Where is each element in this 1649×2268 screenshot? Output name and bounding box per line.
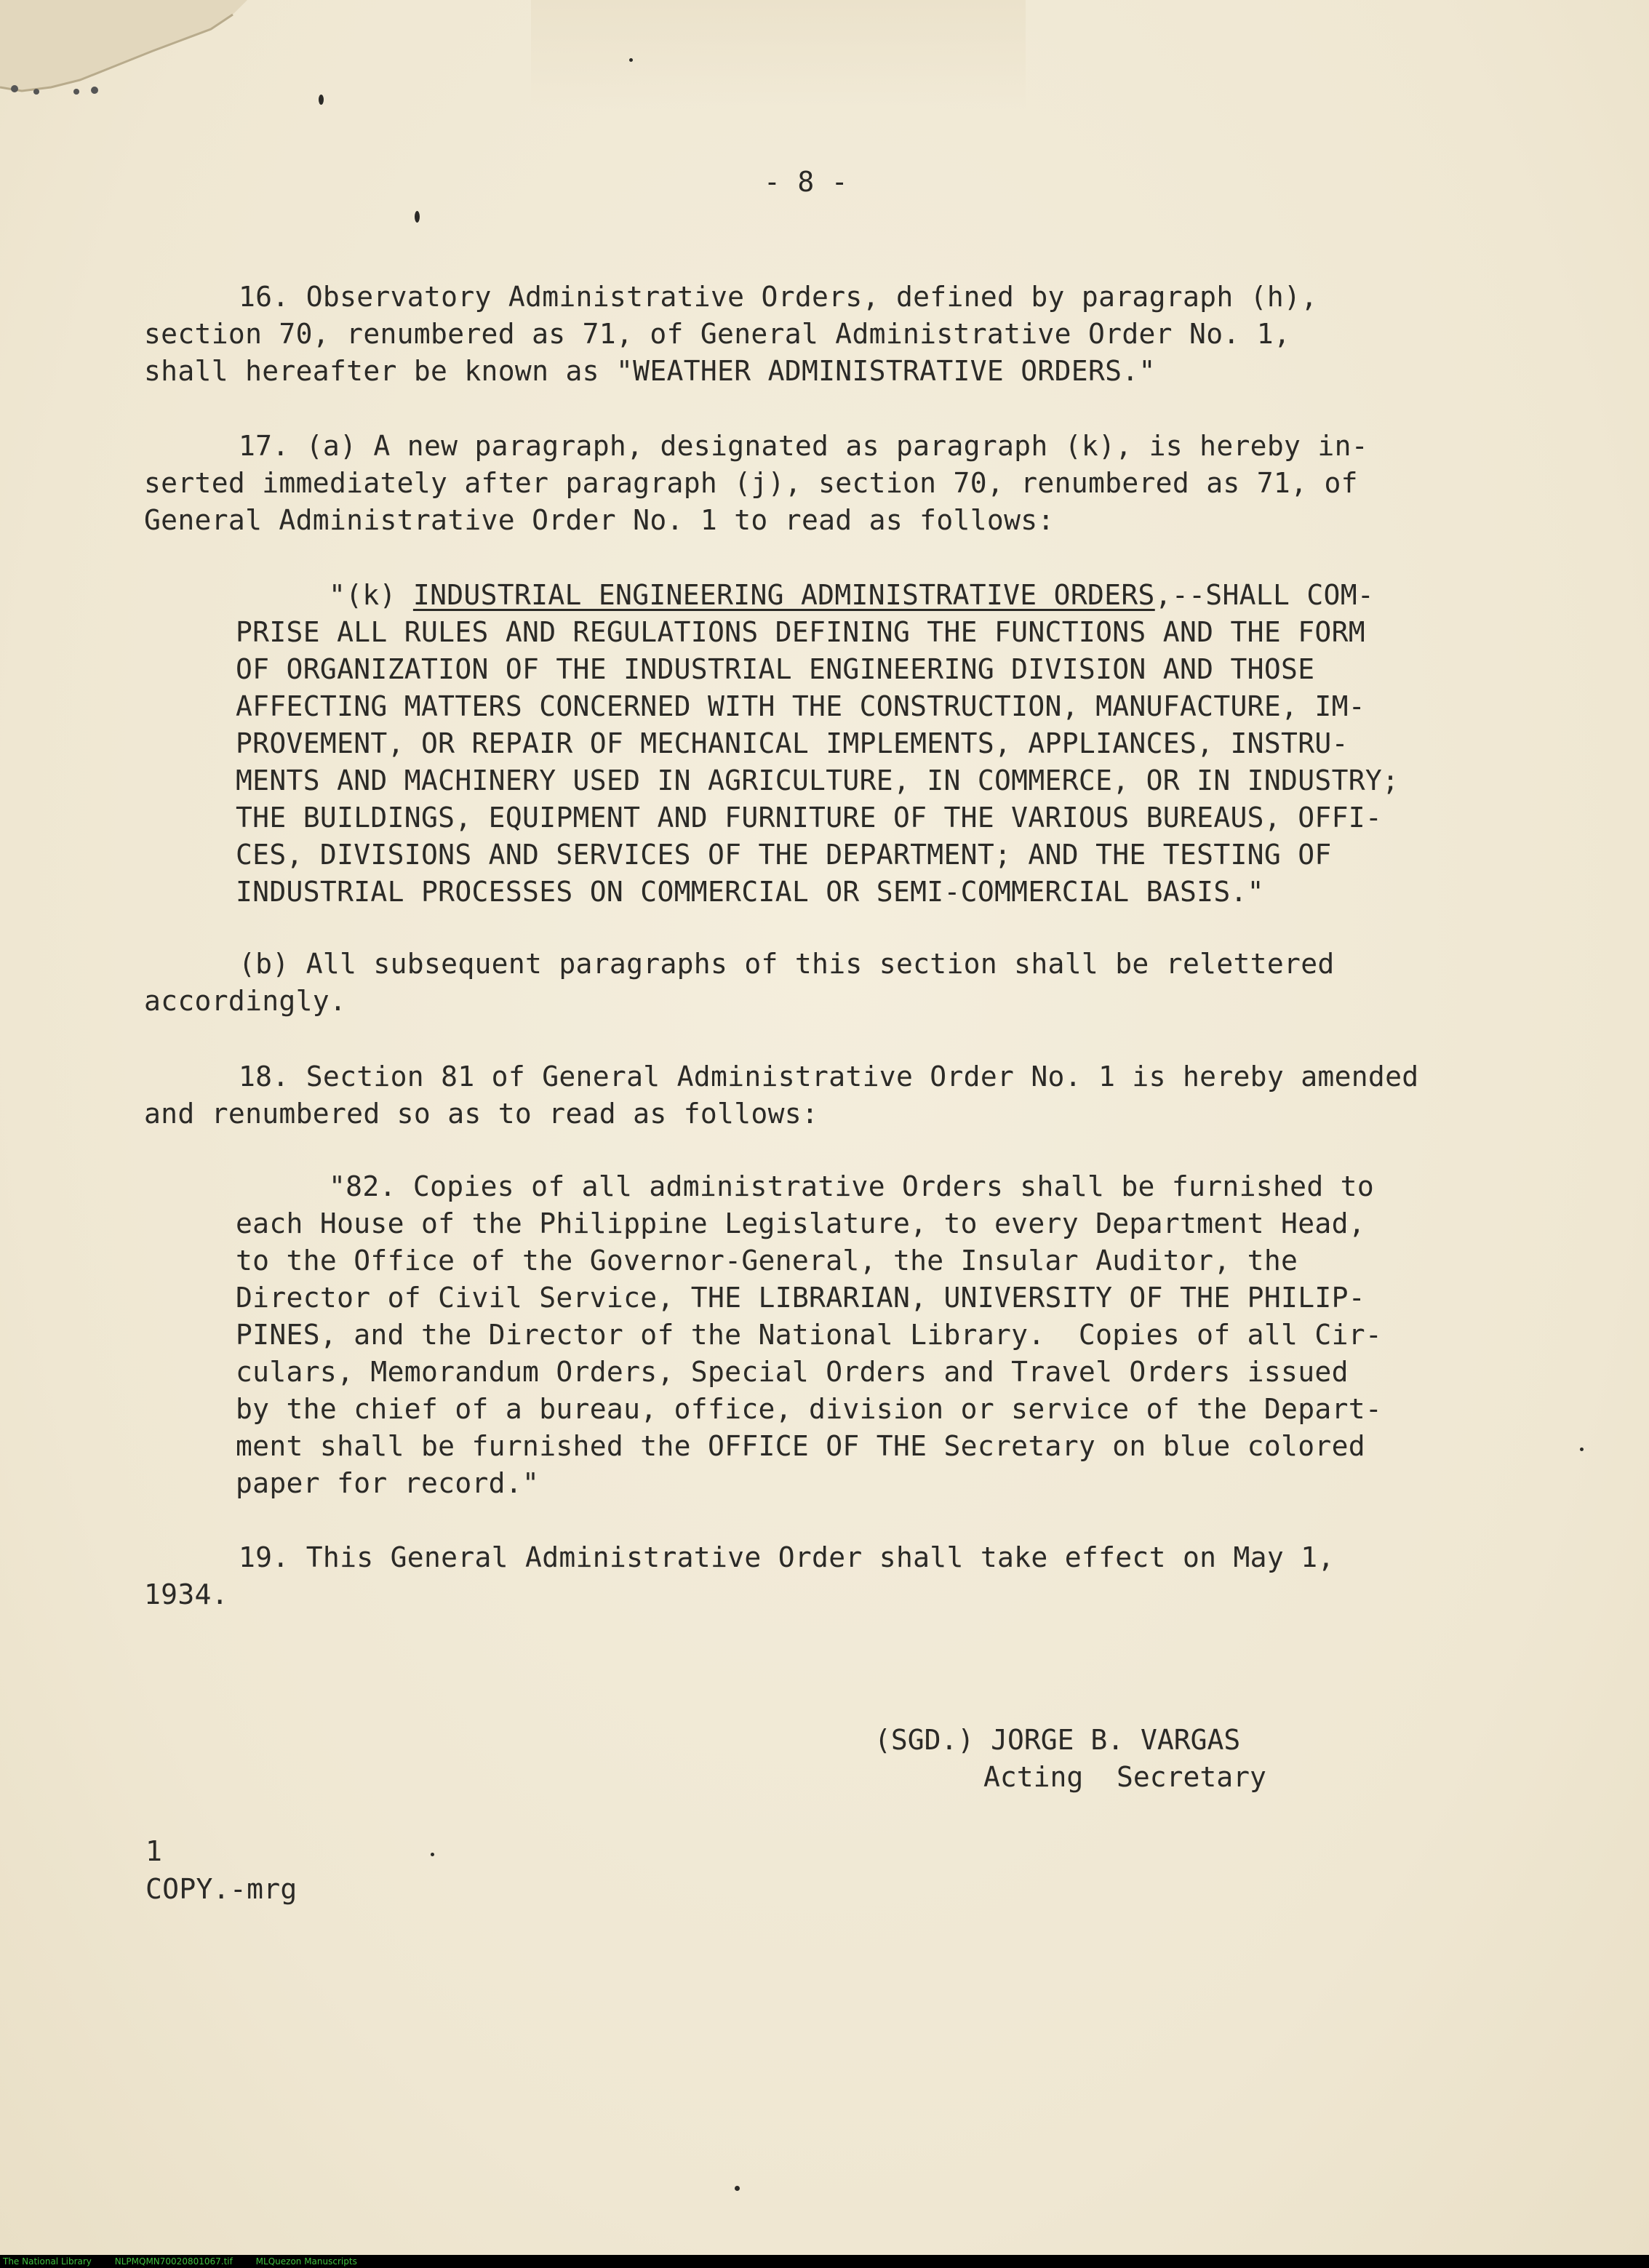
para18-line: 18. Section 81 of General Administrative Order No. 1 is hereby amended — [239, 1061, 1419, 1093]
quote-k-line: PRISE ALL RULES AND REGULATIONS DEFINING THE FUNCTIONS AND THE FORM — [236, 616, 1365, 648]
ink-speck — [319, 95, 324, 105]
ink-speck — [415, 211, 420, 223]
quote-k-line: INDUSTRIAL PROCESSES ON COMMERCIAL OR SEMI-COMMERCIAL BASIS." — [236, 876, 1264, 908]
quote-k-title-underlined: INDUSTRIAL ENGINEERING ADMINISTRATIVE ORDERS — [412, 579, 1155, 611]
para16-line: section 70, renumbered as 71, of General Administrative Order No. 1, — [144, 318, 1291, 350]
copy-number: 1 — [145, 1835, 163, 1867]
footer-library: The National Library — [3, 2256, 92, 2267]
para16-line: 16. Observatory Administrative Orders, defined by paragraph (h), — [239, 281, 1318, 313]
para17a-line: serted immediately after paragraph (j), section 70, renumbered as 71, of — [144, 467, 1358, 499]
para17b-line: accordingly. — [144, 985, 347, 1017]
scan-footer-bar — [0, 2255, 1649, 2268]
para17a-line: General Administrative Order No. 1 to read as follows: — [144, 504, 1055, 536]
quote-82-line: Director of Civil Service, THE LIBRARIAN, UNIVERSITY OF THE PHILIP- — [236, 1282, 1365, 1314]
quote-82-line: ment shall be furnished the OFFICE OF THE Secretary on blue colored — [236, 1430, 1365, 1462]
quote-k-line: OF ORGANIZATION OF THE INDUSTRIAL ENGINEERING DIVISION AND THOSE — [236, 653, 1315, 685]
quote-82-line: paper for record." — [236, 1467, 540, 1499]
quote-k-line: THE BUILDINGS, EQUIPMENT AND FURNITURE OF THE VARIOUS BUREAUS, OFFI- — [236, 802, 1383, 834]
ink-speck — [1580, 1448, 1584, 1451]
para17b-line: (b) All subsequent paragraphs of this section shall be relettered — [239, 948, 1335, 980]
para16-line: shall hereafter be known as "WEATHER ADMINISTRATIVE ORDERS." — [144, 355, 1156, 387]
ink-speck — [735, 2186, 740, 2191]
quote-82-line: each House of the Philippine Legislature, to every Department Head, — [236, 1207, 1365, 1239]
quote-k-line: MENTS AND MACHINERY USED IN AGRICULTURE, IN COMMERCE, OR IN INDUSTRY; — [236, 764, 1400, 796]
signature-title: Acting Secretary — [983, 1761, 1266, 1793]
quote-k-line: CES, DIVISIONS AND SERVICES OF THE DEPARTMENT; AND THE TESTING OF — [236, 839, 1332, 871]
quote-k-prefix: "(k) — [329, 579, 413, 611]
para17a-line: 17. (a) A new paragraph, designated as paragraph (k), is hereby in- — [239, 430, 1368, 462]
quote-k-line: PROVEMENT, OR REPAIR OF MECHANICAL IMPLEMENTS, APPLIANCES, INSTRU- — [236, 727, 1349, 759]
page-number: - 8 - — [764, 166, 848, 198]
ink-speck — [629, 58, 633, 62]
para18-line: and renumbered so as to read as follows: — [144, 1098, 819, 1130]
para19-line: 19. This General Administrative Order shall take effect on May 1, — [239, 1541, 1335, 1573]
quote-82-line: by the chief of a bureau, office, division or service of the Depart- — [236, 1393, 1383, 1425]
footer-collection: MLQuezon Manuscripts — [255, 2256, 357, 2267]
torn-corner-graphic — [0, 0, 247, 102]
quote-k-first-line — [329, 577, 1374, 614]
quote-82-line: to the Office of the Governor-General, the Insular Auditor, the — [236, 1245, 1298, 1277]
quote-82-line: PINES, and the Director of the National Library. Copies of all Cir- — [236, 1319, 1383, 1351]
para19-line: 1934. — [144, 1578, 228, 1610]
footer-file: NLPMQMN70020801067.tif — [114, 2256, 233, 2267]
signature-name: (SGD.) JORGE B. VARGAS — [874, 1724, 1241, 1756]
quote-k-line: AFFECTING MATTERS CONCERNED WITH THE CONSTRUCTION, MANUFACTURE, IM- — [236, 690, 1365, 722]
copy-label: COPY.-mrg — [145, 1873, 298, 1905]
ink-speck — [431, 1853, 434, 1856]
quote-82-line: "82. Copies of all administrative Orders shall be furnished to — [329, 1170, 1375, 1202]
quote-82-line: culars, Memorandum Orders, Special Orders and Travel Orders issued — [236, 1356, 1349, 1388]
quote-k-suffix: ,--SHALL COM- — [1154, 579, 1375, 611]
torn-edge-top-center — [531, 0, 1026, 109]
